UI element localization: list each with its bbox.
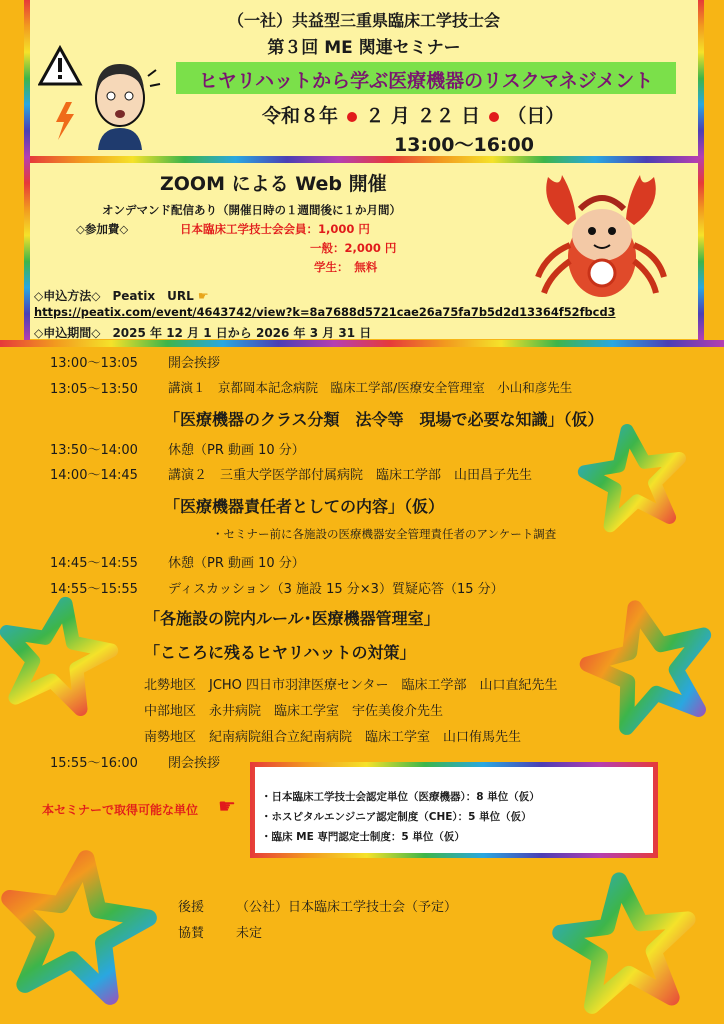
lecture1-title: 「医療機器のクラス分類 法令等 現場で必要な知識」（仮）: [164, 410, 604, 429]
break2-text: 休憩（PR 動画 10 分）: [168, 556, 305, 571]
date-day: ２２ 日: [416, 105, 481, 127]
lecture2-time: 14:00〜14:45: [50, 468, 138, 483]
apply-label-text: ◇申込方法◇ Peatix URL: [34, 289, 194, 303]
peatix-link[interactable]: https://peatix.com/event/4643742/view?k=8a7688d5721cae26a75fa7b5d2d13364f52fbcd3: [34, 305, 616, 319]
event-time: 13:00〜16:00: [394, 134, 534, 156]
theme-title: ヒヤリハットから学ぶ医療機器のリスクマネジメント: [198, 70, 654, 92]
unit-item: ・臨床 ME 専門認定士制度：5 単位（仮）: [261, 831, 465, 843]
ondemand-note: オンデマンド配信あり（開催日時の１週間後に１か月間）: [102, 203, 401, 217]
unit-item: ・ホスピタルエンジニア認定制度（CHE）：5 単位（仮）: [261, 811, 532, 823]
discussion-text: ディスカッション（3 施設 15 分×3）質疑応答（15 分）: [168, 582, 504, 597]
support-label: 後援: [178, 900, 205, 915]
fee-general: 一般：2,000 円: [310, 241, 397, 255]
break1-text: 休憩（PR 動画 10 分）: [168, 443, 305, 458]
units-label: 本セミナーで取得可能な単位: [42, 803, 199, 817]
panelist-central: 中部地区 永井病院 臨床工学室 宇佐美俊介先生: [144, 704, 444, 719]
panelist-north: 北勢地区 JCHO 四日市羽津医療センター 臨床工学部 山口直紀先生: [144, 678, 558, 693]
apply-period: ◇申込期間◇ 2025 年 12 月 1 日から 2026 年 3 月 31 日: [34, 326, 372, 340]
closing-time: 15:55〜16:00: [50, 756, 138, 771]
opening-text: 開会挨拶: [168, 356, 221, 371]
lecture2-title: 「医療機器責任者としての内容」（仮）: [164, 497, 445, 516]
discussion-time: 14:55〜15:55: [50, 582, 138, 597]
sponsor-value: 未定: [236, 926, 263, 941]
lecture1-text: 講演１ 京都岡本記念病院 臨床工学部/医療安全管理室 小山和彦先生: [168, 380, 573, 395]
pointing-hand-icon: ☛: [197, 289, 209, 303]
format-heading: ZOOM による Web 開催: [160, 173, 387, 195]
fee-member: 日本臨床工学技士会会員：1,000 円: [180, 222, 370, 236]
fee-label: ◇参加費◇: [76, 222, 129, 236]
fee-student: 学生： 無料: [314, 260, 378, 274]
star-decoration: [555, 874, 695, 1009]
discussion-title-2: 「こころに残るヒヤリハットの対策」: [144, 643, 416, 662]
star-decoration: [0, 595, 118, 713]
support-value: （公社）日本臨床工学技士会（予定）: [236, 900, 458, 915]
star-decoration: [577, 593, 721, 733]
organizer-title: （一社）共益型三重県臨床工学技士会: [227, 11, 500, 30]
star-decoration: [580, 424, 688, 528]
lecture2-text: 講演２ 三重大学医学部付属病院 臨床工学部 山田昌子先生: [168, 468, 533, 483]
opening-time: 13:00〜13:05: [50, 356, 138, 371]
discussion-title-1: 「各施設の院内ルール･医療機器管理室」: [144, 609, 440, 628]
date-month: ２ 月: [365, 105, 410, 127]
date-era: 令和８年: [262, 105, 339, 127]
date-weekday: （日）: [507, 105, 565, 127]
lecture1-time: 13:05〜13:50: [50, 382, 138, 397]
unit-item: ・日本臨床工学技士会認定単位（医療機器）：8 単位（仮）: [261, 791, 540, 803]
star-decoration: [0, 849, 155, 1000]
sponsor-label: 協賛: [178, 926, 205, 941]
closing-text: 閉会挨拶: [168, 756, 221, 771]
event-title: 第３回 ME 関連セミナー: [267, 38, 461, 58]
pointing-hand-icon: ☛: [218, 794, 236, 818]
break1-time: 13:50〜14:00: [50, 443, 138, 458]
lecture2-note: ・セミナー前に各施設の医療機器安全管理責任者のアンケート調査: [212, 527, 557, 541]
break2-time: 14:45〜14:55: [50, 556, 138, 571]
panelist-south: 南勢地区 紀南病院組合立紀南病院 臨床工学室 山口侑馬先生: [144, 730, 522, 745]
